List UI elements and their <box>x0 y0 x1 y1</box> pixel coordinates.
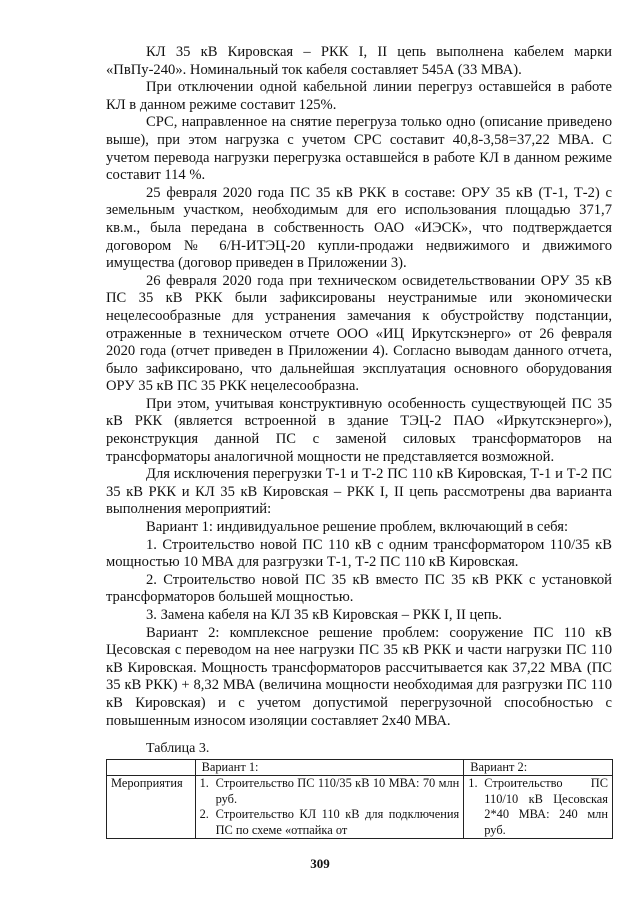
paragraph: 1. Строительство новой ПС 110 кВ с одним трансформатором 110/35 кВ мощностью 10 МВА для разгрузки Т-1, Т-2 ПС 110 кВ Кировская. <box>106 536 612 571</box>
item-text: Строительство КЛ 110 кВ для подключения ПС по схеме «отпайка от <box>215 807 460 837</box>
table-header-variant-1: Вариант 1: <box>195 759 464 776</box>
table-row <box>107 776 613 839</box>
paragraph: 3. Замена кабеля на КЛ 35 кВ Кировская – РКК I, II цепь. <box>146 607 502 623</box>
table-header-row <box>107 759 613 776</box>
paragraph: 26 февраля 2020 года при техническом освидетельствовании ОРУ 35 кВ ПС 35 кВ РКК были зафиксированы неустранимые или экономически нецелесообразные для устранения замечания к обустройству подстанции, отраженные в техническом отчете ООО «ИЦ Иркутскэнерго» от 26 февраля 2020 года (отчет приведен в Приложении 4). Согласно выводам данного отчета, было зафиксировано, что дальнейшая эксплуатация основного оборудования ОРУ 35 кВ ПС 35 РКК нецелесообразна. <box>106 272 612 395</box>
paragraph: 25 февраля 2020 года ПС 35 кВ РКК в составе: ОРУ 35 кВ (Т-1, Т-2) с земельным участком, необходимым для его использования площадью 371,7 кв.м., была передана в собственность ОАО «ИЭСК», что подтверждается договором № 6/Н-ИТЭЦ-20 купли-продажи недвижимого и движимого имущества (договор приведен в Приложении 3). <box>106 184 612 272</box>
paragraph: При отключении одной кабельной линии перегруз оставшейся в работе КЛ в данном режиме составит 125%. <box>106 79 612 113</box>
table-header-empty <box>107 759 196 776</box>
item-number: 1. <box>468 776 478 791</box>
paragraph: СРС, направленное на снятие перегруза только одно (описание приведено выше), при этом нагрузка с учетом СРС составит 40,8-3,58=37,22 МВА. С учетом перевода нагрузки перегрузка оставшейся в работе КЛ в данном режиме составит 114 %. <box>106 114 612 184</box>
item-number: 1. <box>199 776 209 791</box>
item-number: 2. <box>199 807 209 822</box>
paragraph: При этом, учитывая конструктивную особенность существующей ПС 35 кВ РКК (является встроенной в здание ТЭЦ-2 ПАО «Иркутскэнерго»), реконструкция данной ПС с заменой силовых трансформаторов на трансформаторы аналогичной мощности не представляется возможной. <box>106 395 612 465</box>
paragraph: Вариант 2: комплексное решение проблем: сооружение ПС 110 кВ Цесовская с переводом на нее нагрузки ПС 35 кВ РКК и части нагрузки ПС 110 кВ Кировская. Мощность трансформаторов рассчитывается как 37,22 МВА (ПС 35 кВ РКК) + 8,32 МВА (величина мощности необходимая для разгрузки ПС 110 кВ Кировская) и с учетом допустимой перегрузочной способностью с повышенным износом изоляции составляет 2х40 МВА. <box>106 624 612 729</box>
list-item <box>200 776 460 807</box>
table-caption: Таблица 3. <box>146 741 210 757</box>
variant-2-cell <box>464 776 613 839</box>
list-item <box>468 776 608 838</box>
document-body <box>106 44 612 839</box>
paragraph: КЛ 35 кВ Кировская – РКК I, II цепь выполнена кабелем марки «ПвПу-240». Номинальный ток кабеля составляет 545А (33 МВА). <box>106 44 612 78</box>
paragraph: Вариант 1: индивидуальное решение проблем, включающий в себя: <box>146 519 568 536</box>
item-text: Строительство ПС 110/35 кВ 10 МВА: 70 млн руб. <box>215 776 460 806</box>
table-row-label: Мероприятия <box>107 776 196 839</box>
paragraph: Для исключения перегрузки Т-1 и Т-2 ПС 110 кВ Кировская, Т-1 и Т-2 ПС 35 кВ РКК и КЛ 35 кВ Кировская – РКК I, II цепь рассмотрены два варианта выполнения мероприятий: <box>106 466 612 518</box>
page-number: 309 <box>310 856 330 871</box>
list-item <box>200 807 460 838</box>
table-header-variant-2: Вариант 2: <box>464 759 613 776</box>
variant-1-cell <box>195 776 464 839</box>
item-text: Строительство ПС 110/10 кВ Цесовская 2*40 МВА: 240 млн руб. <box>484 776 608 837</box>
comparison-table <box>106 759 613 840</box>
paragraph: 2. Строительство новой ПС 35 кВ вместо ПС 35 кВ РКК с установкой трансформаторов большей мощностью. <box>106 571 612 606</box>
